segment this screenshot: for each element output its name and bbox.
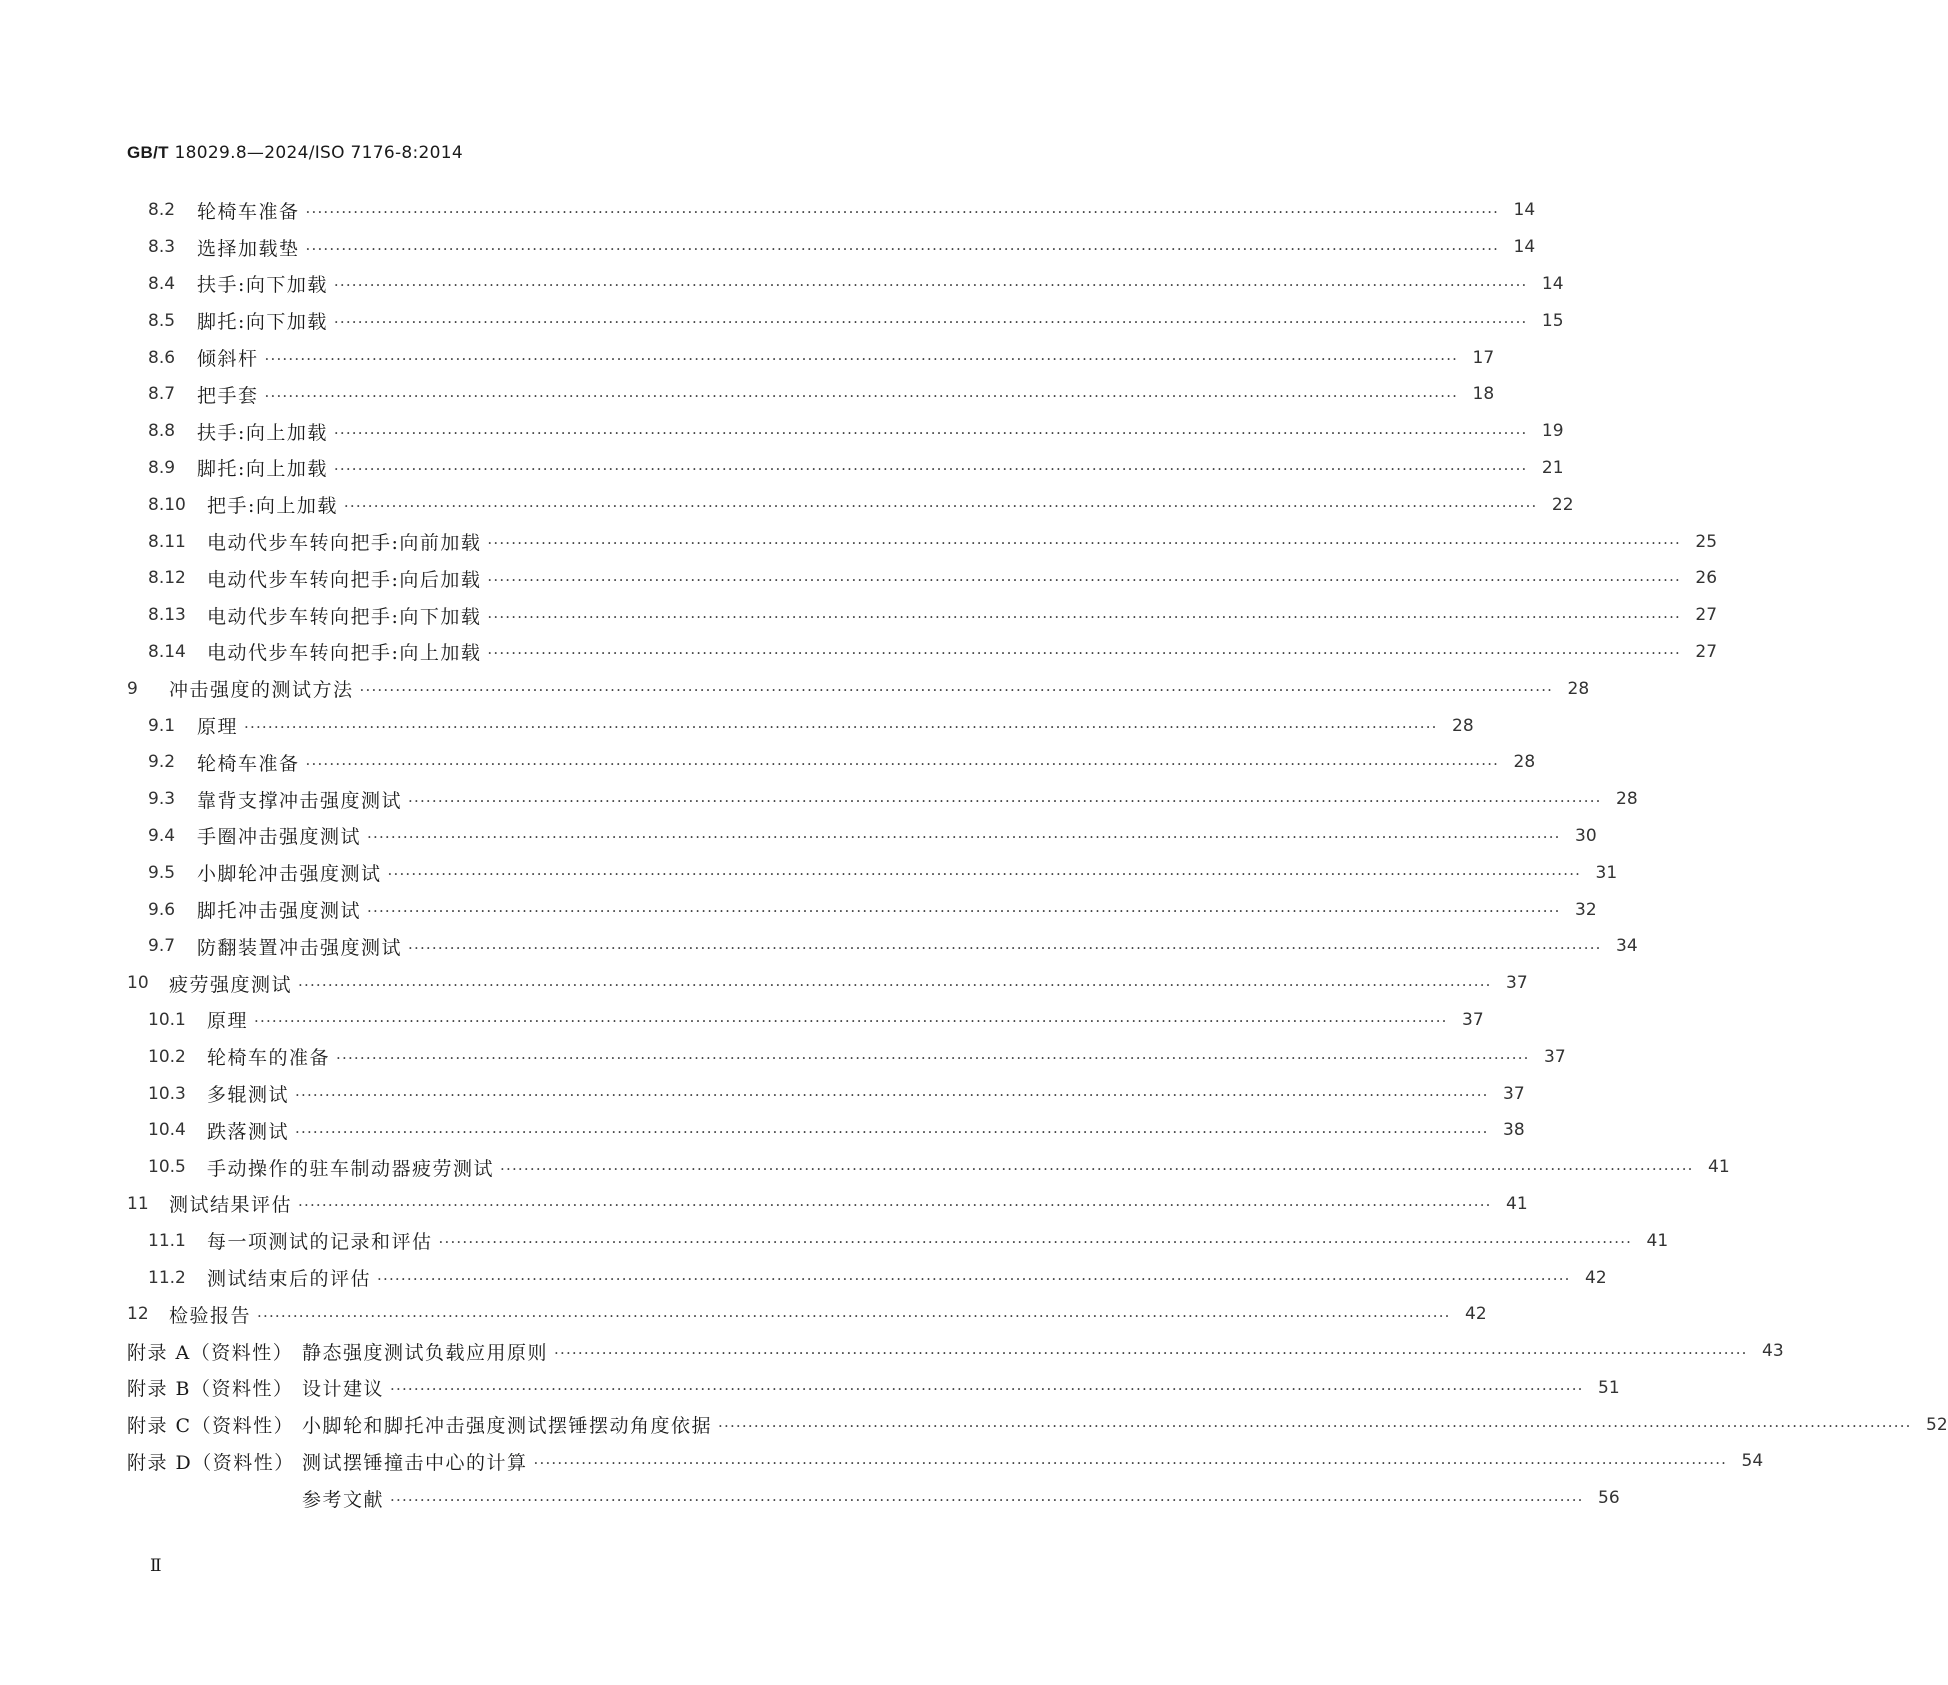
toc-entry-page: 21 (1541, 457, 1564, 478)
toc-leader-dots: ········································································································································································································ (387, 865, 1582, 884)
page-number: Ⅱ (150, 1556, 162, 1576)
toc-entry[interactable] (127, 1222, 1669, 1259)
toc-entry-number: 8.4 (148, 273, 176, 294)
toc-entry-page: 56 (1598, 1488, 1620, 1509)
toc-entry-page: 51 (1598, 1377, 1620, 1398)
toc-entry-page: 22 (1551, 494, 1574, 515)
toc-entry[interactable] (127, 928, 1638, 965)
toc-entry-number: 8.9 (148, 457, 176, 478)
toc-entry-title: 测试摆锤撞击中心的计算 (302, 1451, 528, 1474)
toc-leader-dots: ········································································································································································································ (295, 1122, 1489, 1141)
toc-entry-number: 9.5 (148, 862, 176, 883)
toc-entry[interactable] (127, 891, 1597, 928)
toc-entry-title: 手动操作的驻车制动器疲劳测试 (207, 1157, 495, 1180)
toc-entry-number: 8.12 (148, 568, 186, 589)
toc-entry[interactable] (127, 1075, 1525, 1112)
toc-leader-dots: ········································································································································································································ (254, 1012, 1448, 1031)
toc-leader-dots: ········································································································································································································ (333, 313, 1528, 332)
toc-entry-page: 28 (1513, 752, 1536, 773)
toc-entry[interactable] (127, 1259, 1607, 1296)
toc-entry[interactable] (127, 486, 1574, 523)
toc-entry-page: 41 (1506, 1193, 1528, 1214)
toc-entry-page: 17 (1472, 347, 1495, 368)
toc-entry-number: 10.2 (148, 1046, 186, 1067)
toc-leader-dots: ········································································································································································································ (333, 423, 1528, 442)
toc-entry-number: 8.3 (148, 237, 176, 258)
toc-leader-dots: ········································································································································································································ (244, 718, 1438, 737)
toc-entry-number: 8.10 (148, 494, 186, 515)
toc-entry-page: 25 (1695, 531, 1718, 552)
toc-entry-page: 28 (1616, 789, 1638, 810)
toc-entry-page: 38 (1503, 1120, 1525, 1141)
toc-entry-title: 轮椅车的准备 (207, 1047, 331, 1070)
toc-entry-number: 9.7 (148, 936, 176, 957)
toc-entry[interactable] (127, 965, 1528, 1002)
toc-entry-title: 小脚轮和脚托冲击强度测试摆锤摆动角度依据 (302, 1415, 713, 1438)
toc-entry-title: 把手套 (197, 384, 259, 407)
toc-leader-dots: ········································································································································································································ (408, 791, 1602, 810)
toc-entry[interactable] (127, 744, 1536, 781)
toc-entry-page: 42 (1585, 1267, 1607, 1288)
toc-entry-page: 28 (1567, 678, 1590, 699)
standard-prefix: GB/T (127, 143, 169, 162)
toc-entry[interactable] (127, 413, 1564, 450)
toc-leader-dots: ········································································································································································································ (554, 1343, 1748, 1362)
toc-entry-label: 附录 A（资料性） (127, 1341, 294, 1364)
toc-leader-dots: ········································································································································································································ (264, 386, 1459, 405)
toc-entry-title: 每一项测试的记录和评估 (207, 1231, 433, 1254)
toc-entry-page: 41 (1708, 1157, 1730, 1178)
toc-entry[interactable] (127, 597, 1718, 634)
toc-entry-number: 10.3 (148, 1083, 186, 1104)
toc-leader-dots: ········································································································································································································ (533, 1453, 1728, 1472)
toc-leader-dots: ········································································································································································································ (377, 1270, 1571, 1288)
toc-entry-number: 9.3 (148, 789, 176, 810)
toc-leader-dots: ········································································································································································································ (298, 1196, 1492, 1215)
toc-leader-dots: ········································································································································································································ (264, 350, 1459, 369)
toc-entry-number: 11.2 (148, 1267, 186, 1288)
toc-entry-title: 跌落测试 (207, 1120, 290, 1143)
toc-entry-title: 测试结果评估 (169, 1194, 293, 1217)
toc-entry[interactable] (127, 670, 1590, 707)
toc-leader-dots: ········································································································································································································ (408, 938, 1602, 957)
toc-entry-title: 参考文献 (302, 1488, 385, 1511)
toc-entry-page: 27 (1695, 641, 1718, 662)
toc-entry-number: 9.1 (148, 715, 176, 736)
toc-entry-number: 8.2 (148, 200, 176, 221)
standard-number: 18029.8—2024/ISO 7176-8:2014 (174, 143, 464, 163)
toc-entry-title: 靠背支撑冲击强度测试 (197, 789, 403, 812)
toc-entry-title: 倾斜杆 (197, 348, 259, 371)
toc-leader-dots: ········································································································································································································ (438, 1233, 1633, 1252)
toc-entry-title: 小脚轮冲击强度测试 (197, 863, 382, 886)
toc-entry-page: 37 (1503, 1083, 1525, 1104)
toc-entry-number: 10.5 (148, 1157, 186, 1178)
toc-entry[interactable] (127, 523, 1718, 560)
toc-entry-title: 扶手:向下加载 (197, 274, 328, 297)
toc-entry[interactable] (127, 854, 1618, 891)
toc-entry-page: 43 (1762, 1341, 1784, 1362)
toc-leader-dots: ········································································································································································································ (487, 570, 1682, 589)
toc-entry[interactable] (127, 1112, 1525, 1149)
toc-entry-title: 多辊测试 (207, 1084, 290, 1107)
toc-entry-page: 14 (1513, 200, 1536, 221)
toc-entry-number: 8.8 (148, 421, 176, 442)
toc-entry-title: 疲劳强度测试 (169, 973, 293, 996)
toc-entry-title: 电动代步车转向把手:向上加载 (207, 642, 482, 665)
toc-entry-number: 8.11 (148, 531, 186, 552)
toc-entry-title: 手圈冲击强度测试 (197, 826, 362, 849)
toc-entry-page: 42 (1465, 1304, 1487, 1325)
toc-entry-title: 设计建议 (302, 1378, 385, 1401)
toc-entry-title: 检验报告 (169, 1304, 252, 1327)
toc-entry-title: 电动代步车转向把手:向下加载 (207, 605, 482, 628)
toc-entry-page: 54 (1741, 1451, 1764, 1472)
toc-entry-page: 41 (1646, 1230, 1669, 1251)
toc-entry-number: 10 (127, 973, 149, 994)
toc-leader-dots: ········································································································································································································ (390, 1380, 1584, 1399)
document-header (127, 143, 463, 163)
toc-entry-title: 把手:向上加载 (207, 495, 338, 518)
toc-entry-number: 10.1 (148, 1009, 186, 1030)
toc-leader-dots: ········································································································································································································ (298, 975, 1492, 994)
toc-entry-number: 9.4 (148, 825, 176, 846)
toc-leader-dots: ········································································································································································································ (257, 1306, 1451, 1325)
toc-leader-dots: ········································································································································································································ (367, 828, 1561, 847)
toc-entry[interactable] (127, 560, 1718, 597)
toc-entry-page: 15 (1541, 310, 1564, 331)
toc-entry-title: 防翻装置冲击强度测试 (197, 936, 403, 959)
toc-leader-dots: ········································································································································································································ (390, 1490, 1584, 1509)
toc-entry[interactable] (127, 1333, 1784, 1370)
toc-entry-number: 11 (127, 1193, 149, 1214)
toc-leader-dots: ········································································································································································································ (487, 644, 1682, 663)
toc-entry-page: 27 (1695, 605, 1718, 626)
toc-leader-dots: ········································································································································································································ (305, 239, 1500, 258)
toc-entry-page: 31 (1595, 862, 1618, 883)
toc-entry[interactable] (127, 818, 1597, 855)
toc-entry[interactable] (127, 229, 1536, 266)
toc-entry-page: 37 (1544, 1046, 1566, 1067)
toc-entry-title: 轮椅车准备 (197, 752, 300, 775)
toc-leader-dots: ········································································································································································································ (367, 902, 1561, 921)
toc-entry[interactable] (127, 339, 1495, 376)
toc-entry-label: 附录 C（资料性） (127, 1415, 295, 1438)
toc-entry[interactable] (127, 450, 1564, 487)
toc-entry-page: 52 (1926, 1414, 1948, 1435)
toc-entry-number: 9.6 (148, 899, 176, 920)
toc-entry-title: 电动代步车转向把手:向后加载 (207, 568, 482, 591)
toc-entry-title: 脚托:向下加载 (197, 311, 328, 334)
toc-entry-page: 14 (1541, 273, 1564, 294)
toc-entry[interactable] (127, 634, 1718, 671)
toc-entry[interactable] (127, 1038, 1566, 1075)
toc-entry[interactable] (127, 1370, 1620, 1407)
toc-leader-dots: ········································································································································································································ (500, 1159, 1694, 1178)
toc-entry-number: 8.14 (148, 641, 186, 662)
toc-entry-title: 测试结束后的评估 (207, 1268, 372, 1290)
toc-leader-dots: ········································································································································································································ (718, 1417, 1912, 1436)
toc-entry-number: 8.7 (148, 384, 176, 405)
toc-entry[interactable] (127, 1296, 1487, 1333)
toc-leader-dots: ········································································································································································································ (333, 460, 1528, 479)
toc-entry[interactable] (127, 1149, 1730, 1186)
toc-entry[interactable] (127, 1443, 1764, 1480)
toc-entry-title: 冲击强度的测试方法 (169, 679, 354, 702)
toc-entry-page: 37 (1462, 1009, 1484, 1030)
toc-leader-dots: ········································································································································································································ (305, 754, 1500, 773)
toc-entry-page: 37 (1506, 973, 1528, 994)
toc-entry-number: 10.4 (148, 1120, 186, 1141)
table-of-contents (127, 192, 1948, 1517)
toc-entry[interactable] (127, 192, 1536, 229)
toc-entry[interactable] (127, 1480, 1620, 1517)
toc-entry-number: 8.13 (148, 605, 186, 626)
toc-entry-number: 9.2 (148, 752, 176, 773)
toc-entry[interactable] (127, 266, 1564, 303)
toc-entry-number: 9 (127, 678, 138, 699)
toc-entry-title: 静态强度测试负载应用原则 (302, 1341, 549, 1364)
toc-entry-page: 28 (1452, 715, 1474, 736)
toc-leader-dots: ········································································································································································································ (336, 1049, 1530, 1068)
toc-leader-dots: ········································································································································································································ (487, 607, 1682, 626)
toc-entry-number: 11.1 (148, 1230, 186, 1251)
toc-entry[interactable] (127, 376, 1495, 413)
toc-entry-page: 26 (1695, 568, 1718, 589)
toc-entry-title: 电动代步车转向把手:向前加载 (207, 532, 482, 555)
toc-leader-dots: ········································································································································································································ (359, 681, 1554, 700)
toc-entry-title: 原理 (207, 1010, 249, 1033)
toc-entry-number: 12 (127, 1304, 149, 1325)
toc-entry-title: 脚托冲击强度测试 (197, 900, 362, 923)
toc-entry-label: 附录 B（资料性） (127, 1378, 294, 1401)
toc-entry[interactable] (127, 302, 1564, 339)
toc-entry-page: 19 (1541, 421, 1564, 442)
toc-entry-page: 18 (1472, 384, 1495, 405)
toc-entry-label: 附录 D（资料性） (127, 1451, 295, 1474)
toc-entry-page: 34 (1616, 936, 1638, 957)
toc-entry-title: 选择加载垫 (197, 237, 300, 260)
toc-entry[interactable] (127, 707, 1474, 744)
toc-entry[interactable] (127, 1406, 1948, 1443)
toc-entry-number: 8.5 (148, 310, 176, 331)
toc-entry[interactable] (127, 1002, 1484, 1039)
toc-leader-dots: ········································································································································································································ (487, 534, 1682, 553)
toc-entry-number: 8.6 (148, 347, 176, 368)
toc-entry-page: 30 (1575, 825, 1597, 846)
toc-entry-title: 脚托:向上加载 (197, 458, 328, 481)
toc-leader-dots: ········································································································································································································ (333, 276, 1528, 295)
toc-entry-page: 14 (1513, 237, 1536, 258)
toc-entry[interactable] (127, 1186, 1528, 1223)
toc-entry-title: 原理 (197, 716, 239, 739)
toc-entry[interactable] (127, 781, 1638, 818)
toc-leader-dots: ········································································································································································································ (305, 202, 1500, 221)
toc-leader-dots: ········································································································································································································ (295, 1086, 1489, 1105)
toc-entry-title: 轮椅车准备 (197, 200, 300, 223)
toc-entry-title: 扶手:向上加载 (197, 421, 328, 444)
toc-leader-dots: ········································································································································································································ (343, 497, 1538, 516)
toc-entry-page: 32 (1575, 899, 1597, 920)
